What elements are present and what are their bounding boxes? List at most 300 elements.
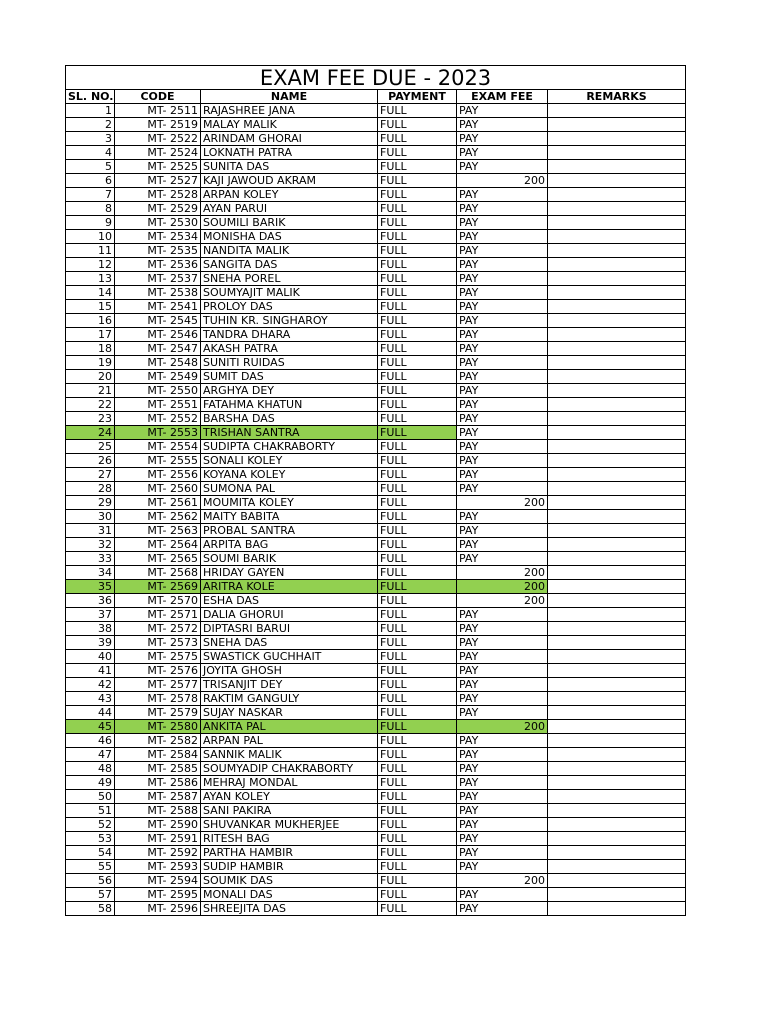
cell-code: MT- 2575 [115,650,201,664]
cell-exam-fee: PAY [457,706,548,720]
cell-sl-no: 27 [66,468,115,482]
cell-remarks [548,902,686,916]
cell-code: MT- 2552 [115,412,201,426]
cell-payment: FULL [378,748,457,762]
cell-remarks [548,608,686,622]
cell-name: PROBAL SANTRA [201,524,378,538]
cell-name: ARINDAM GHORAI [201,132,378,146]
cell-code: MT- 2545 [115,314,201,328]
table-row [66,664,686,678]
cell-name: MONISHA DAS [201,230,378,244]
cell-exam-fee: PAY [457,734,548,748]
cell-exam-fee: PAY [457,636,548,650]
cell-payment: FULL [378,244,457,258]
cell-name: DALIA GHORUI [201,608,378,622]
cell-payment: FULL [378,104,457,118]
cell-exam-fee: PAY [457,608,548,622]
cell-code: MT- 2584 [115,748,201,762]
cell-payment: FULL [378,566,457,580]
cell-sl-no: 10 [66,230,115,244]
cell-remarks [548,216,686,230]
cell-sl-no: 55 [66,860,115,874]
cell-sl-no: 15 [66,300,115,314]
cell-payment: FULL [378,832,457,846]
table-row [66,636,686,650]
table-row [66,510,686,524]
cell-remarks [548,664,686,678]
cell-code: MT- 2561 [115,496,201,510]
cell-remarks [548,398,686,412]
cell-code: MT- 2586 [115,776,201,790]
cell-name: TANDRA DHARA [201,328,378,342]
cell-remarks [548,650,686,664]
cell-payment: FULL [378,118,457,132]
cell-remarks [548,594,686,608]
cell-exam-fee: PAY [457,692,548,706]
cell-payment: FULL [378,356,457,370]
cell-payment: FULL [378,524,457,538]
cell-name: PARTHA HAMBIR [201,846,378,860]
cell-code: MT- 2578 [115,692,201,706]
cell-payment: FULL [378,594,457,608]
cell-payment: FULL [378,342,457,356]
table-row [66,580,686,594]
cell-payment: FULL [378,258,457,272]
cell-exam-fee: PAY [457,398,548,412]
cell-payment: FULL [378,552,457,566]
cell-remarks [548,230,686,244]
cell-name: ARGHYA DEY [201,384,378,398]
cell-remarks [548,328,686,342]
table-row [66,832,686,846]
cell-remarks [548,524,686,538]
cell-payment: FULL [378,902,457,916]
table-body [66,104,686,916]
cell-remarks [548,762,686,776]
cell-sl-no: 8 [66,202,115,216]
table-row [66,356,686,370]
cell-name: RAKTIM GANGULY [201,692,378,706]
table-row [66,300,686,314]
cell-code: MT- 2556 [115,468,201,482]
cell-exam-fee: PAY [457,902,548,916]
cell-name: TRISANJIT DEY [201,678,378,692]
cell-name: MONALI DAS [201,888,378,902]
cell-exam-fee: PAY [457,202,548,216]
table-row [66,342,686,356]
cell-exam-fee: PAY [457,314,548,328]
table-row [66,678,686,692]
cell-payment: FULL [378,818,457,832]
cell-payment: FULL [378,650,457,664]
cell-remarks [548,678,686,692]
cell-name: ARPAN KOLEY [201,188,378,202]
cell-remarks [548,860,686,874]
cell-exam-fee: PAY [457,790,548,804]
cell-payment: FULL [378,216,457,230]
header-name: NAME [201,90,378,104]
cell-payment: FULL [378,300,457,314]
cell-remarks [548,370,686,384]
cell-code: MT- 2573 [115,636,201,650]
cell-exam-fee: PAY [457,846,548,860]
cell-remarks [548,580,686,594]
cell-code: MT- 2560 [115,482,201,496]
cell-name: MAITY BABITA [201,510,378,524]
cell-sl-no: 32 [66,538,115,552]
cell-exam-fee: PAY [457,132,548,146]
table-row [66,692,686,706]
table-row [66,454,686,468]
cell-name: JOYITA GHOSH [201,664,378,678]
table-row [66,538,686,552]
cell-name: MOUMITA KOLEY [201,496,378,510]
cell-exam-fee: PAY [457,118,548,132]
cell-remarks [548,622,686,636]
cell-exam-fee: PAY [457,622,548,636]
cell-remarks [548,874,686,888]
header-sl-no: SL. NO. [66,90,115,104]
table-row [66,720,686,734]
cell-remarks [548,734,686,748]
table-row [66,468,686,482]
cell-remarks [548,804,686,818]
table-row [66,272,686,286]
cell-remarks [548,566,686,580]
cell-payment: FULL [378,860,457,874]
cell-sl-no: 43 [66,692,115,706]
cell-payment: FULL [378,146,457,160]
cell-sl-no: 36 [66,594,115,608]
cell-name: ANKITA PAL [201,720,378,734]
cell-exam-fee: PAY [457,272,548,286]
cell-exam-fee: PAY [457,258,548,272]
cell-code: MT- 2580 [115,720,201,734]
cell-code: MT- 2522 [115,132,201,146]
cell-remarks [548,384,686,398]
table-row [66,888,686,902]
cell-exam-fee: PAY [457,412,548,426]
cell-remarks [548,748,686,762]
table-row [66,818,686,832]
cell-code: MT- 2546 [115,328,201,342]
cell-sl-no: 53 [66,832,115,846]
cell-exam-fee: PAY [457,762,548,776]
cell-name: PROLOY DAS [201,300,378,314]
cell-sl-no: 42 [66,678,115,692]
cell-code: MT- 2555 [115,454,201,468]
cell-sl-no: 21 [66,384,115,398]
cell-code: MT- 2536 [115,258,201,272]
cell-payment: FULL [378,692,457,706]
cell-remarks [548,776,686,790]
cell-name: BARSHA DAS [201,412,378,426]
cell-payment: FULL [378,132,457,146]
cell-name: FATAHMA KHATUN [201,398,378,412]
cell-payment: FULL [378,580,457,594]
cell-payment: FULL [378,230,457,244]
cell-code: MT- 2564 [115,538,201,552]
cell-remarks [548,286,686,300]
cell-name: ESHA DAS [201,594,378,608]
cell-name: AYAN PARUI [201,202,378,216]
cell-sl-no: 31 [66,524,115,538]
cell-sl-no: 22 [66,398,115,412]
cell-exam-fee: PAY [457,440,548,454]
table-row [66,650,686,664]
table-row [66,594,686,608]
cell-exam-fee: PAY [457,286,548,300]
cell-exam-fee: 200 [457,496,548,510]
cell-code: MT- 2538 [115,286,201,300]
cell-sl-no: 14 [66,286,115,300]
cell-sl-no: 52 [66,818,115,832]
cell-exam-fee: 200 [457,174,548,188]
cell-code: MT- 2587 [115,790,201,804]
cell-payment: FULL [378,440,457,454]
cell-code: MT- 2569 [115,580,201,594]
table-row [66,440,686,454]
cell-code: MT- 2524 [115,146,201,160]
cell-name: LOKNATH PATRA [201,146,378,160]
cell-payment: FULL [378,370,457,384]
cell-payment: FULL [378,188,457,202]
table-row [66,748,686,762]
cell-remarks [548,356,686,370]
cell-code: MT- 2568 [115,566,201,580]
cell-name: MEHRAJ MONDAL [201,776,378,790]
cell-name: SHREEJITA DAS [201,902,378,916]
cell-code: MT- 2554 [115,440,201,454]
cell-sl-no: 35 [66,580,115,594]
cell-remarks [548,412,686,426]
cell-remarks [548,314,686,328]
cell-code: MT- 2528 [115,188,201,202]
cell-payment: FULL [378,734,457,748]
cell-remarks [548,510,686,524]
table-row [66,552,686,566]
table-row [66,762,686,776]
table-row [66,328,686,342]
title-row [66,66,686,90]
cell-exam-fee: PAY [457,804,548,818]
cell-name: TUHIN KR. SINGHAROY [201,314,378,328]
cell-code: MT- 2582 [115,734,201,748]
cell-name: MALAY MALIK [201,118,378,132]
cell-code: MT- 2562 [115,510,201,524]
table-row [66,608,686,622]
cell-code: MT- 2530 [115,216,201,230]
cell-code: MT- 2529 [115,202,201,216]
cell-remarks [548,104,686,118]
cell-name: SNEHA POREL [201,272,378,286]
table-row [66,202,686,216]
cell-payment: FULL [378,328,457,342]
cell-name: SNEHA DAS [201,636,378,650]
cell-code: MT- 2590 [115,818,201,832]
header-remarks: REMARKS [548,90,686,104]
cell-name: DIPTASRI BARUI [201,622,378,636]
cell-name: ARITRA KOLE [201,580,378,594]
cell-payment: FULL [378,426,457,440]
cell-payment: FULL [378,678,457,692]
page-title: EXAM FEE DUE - 2023 [66,66,686,90]
cell-sl-no: 49 [66,776,115,790]
cell-code: MT- 2571 [115,608,201,622]
cell-remarks [548,132,686,146]
table-row [66,706,686,720]
table-row [66,482,686,496]
cell-name: SOUMI BARIK [201,552,378,566]
cell-sl-no: 57 [66,888,115,902]
cell-exam-fee: PAY [457,748,548,762]
cell-sl-no: 30 [66,510,115,524]
cell-payment: FULL [378,804,457,818]
table-row [66,160,686,174]
cell-exam-fee: PAY [457,426,548,440]
cell-sl-no: 11 [66,244,115,258]
cell-sl-no: 45 [66,720,115,734]
cell-code: MT- 2549 [115,370,201,384]
cell-remarks [548,538,686,552]
cell-payment: FULL [378,272,457,286]
cell-code: MT- 2593 [115,860,201,874]
cell-payment: FULL [378,790,457,804]
cell-code: MT- 2595 [115,888,201,902]
cell-exam-fee: PAY [457,230,548,244]
cell-remarks [548,146,686,160]
cell-name: SUMONA PAL [201,482,378,496]
cell-sl-no: 38 [66,622,115,636]
cell-name: SOUMYAJIT MALIK [201,286,378,300]
cell-payment: FULL [378,496,457,510]
cell-exam-fee: PAY [457,552,548,566]
cell-sl-no: 44 [66,706,115,720]
cell-sl-no: 23 [66,412,115,426]
cell-payment: FULL [378,398,457,412]
cell-code: MT- 2519 [115,118,201,132]
table-row [66,426,686,440]
cell-code: MT- 2572 [115,622,201,636]
cell-sl-no: 20 [66,370,115,384]
cell-code: MT- 2596 [115,902,201,916]
cell-code: MT- 2579 [115,706,201,720]
table-row [66,496,686,510]
cell-sl-no: 24 [66,426,115,440]
cell-sl-no: 16 [66,314,115,328]
cell-payment: FULL [378,874,457,888]
table-row [66,174,686,188]
cell-exam-fee: PAY [457,328,548,342]
header-row [66,90,686,104]
cell-payment: FULL [378,776,457,790]
cell-payment: FULL [378,608,457,622]
cell-payment: FULL [378,538,457,552]
cell-code: MT- 2550 [115,384,201,398]
cell-exam-fee: PAY [457,370,548,384]
cell-exam-fee: 200 [457,566,548,580]
cell-name: AKASH PATRA [201,342,378,356]
table-row [66,734,686,748]
cell-payment: FULL [378,286,457,300]
cell-exam-fee: PAY [457,188,548,202]
cell-payment: FULL [378,706,457,720]
cell-remarks [548,496,686,510]
cell-sl-no: 54 [66,846,115,860]
cell-remarks [548,188,686,202]
cell-name: SONALI KOLEY [201,454,378,468]
cell-remarks [548,552,686,566]
cell-remarks [548,160,686,174]
cell-sl-no: 7 [66,188,115,202]
cell-remarks [548,636,686,650]
cell-exam-fee: PAY [457,776,548,790]
cell-sl-no: 25 [66,440,115,454]
table-row [66,230,686,244]
cell-payment: FULL [378,468,457,482]
header-payment: PAYMENT [378,90,457,104]
cell-payment: FULL [378,762,457,776]
table-row [66,412,686,426]
cell-remarks [548,174,686,188]
cell-code: MT- 2511 [115,104,201,118]
cell-name: SUMIT DAS [201,370,378,384]
cell-code: MT- 2547 [115,342,201,356]
spreadsheet [65,65,685,916]
cell-remarks [548,468,686,482]
cell-name: SOUMILI BARIK [201,216,378,230]
cell-name: SANGITA DAS [201,258,378,272]
cell-sl-no: 1 [66,104,115,118]
cell-payment: FULL [378,846,457,860]
cell-payment: FULL [378,636,457,650]
cell-sl-no: 17 [66,328,115,342]
cell-sl-no: 6 [66,174,115,188]
cell-sl-no: 46 [66,734,115,748]
cell-name: NANDITA MALIK [201,244,378,258]
table-row [66,790,686,804]
cell-exam-fee: PAY [457,860,548,874]
cell-code: MT- 2535 [115,244,201,258]
cell-code: MT- 2576 [115,664,201,678]
cell-name: KOYANA KOLEY [201,468,378,482]
table-row [66,398,686,412]
cell-exam-fee: PAY [457,482,548,496]
cell-name: SUNITA DAS [201,160,378,174]
cell-remarks [548,440,686,454]
cell-remarks [548,118,686,132]
cell-remarks [548,426,686,440]
cell-payment: FULL [378,314,457,328]
cell-sl-no: 19 [66,356,115,370]
cell-remarks [548,244,686,258]
cell-sl-no: 12 [66,258,115,272]
cell-payment: FULL [378,412,457,426]
cell-remarks [548,300,686,314]
cell-sl-no: 51 [66,804,115,818]
cell-exam-fee: PAY [457,384,548,398]
cell-name: ARPAN PAL [201,734,378,748]
table-row [66,874,686,888]
cell-remarks [548,342,686,356]
cell-name: SANI PAKIRA [201,804,378,818]
cell-code: MT- 2548 [115,356,201,370]
table-row [66,846,686,860]
cell-sl-no: 9 [66,216,115,230]
table-row [66,804,686,818]
header-exam-fee: EXAM FEE [457,90,548,104]
cell-sl-no: 50 [66,790,115,804]
